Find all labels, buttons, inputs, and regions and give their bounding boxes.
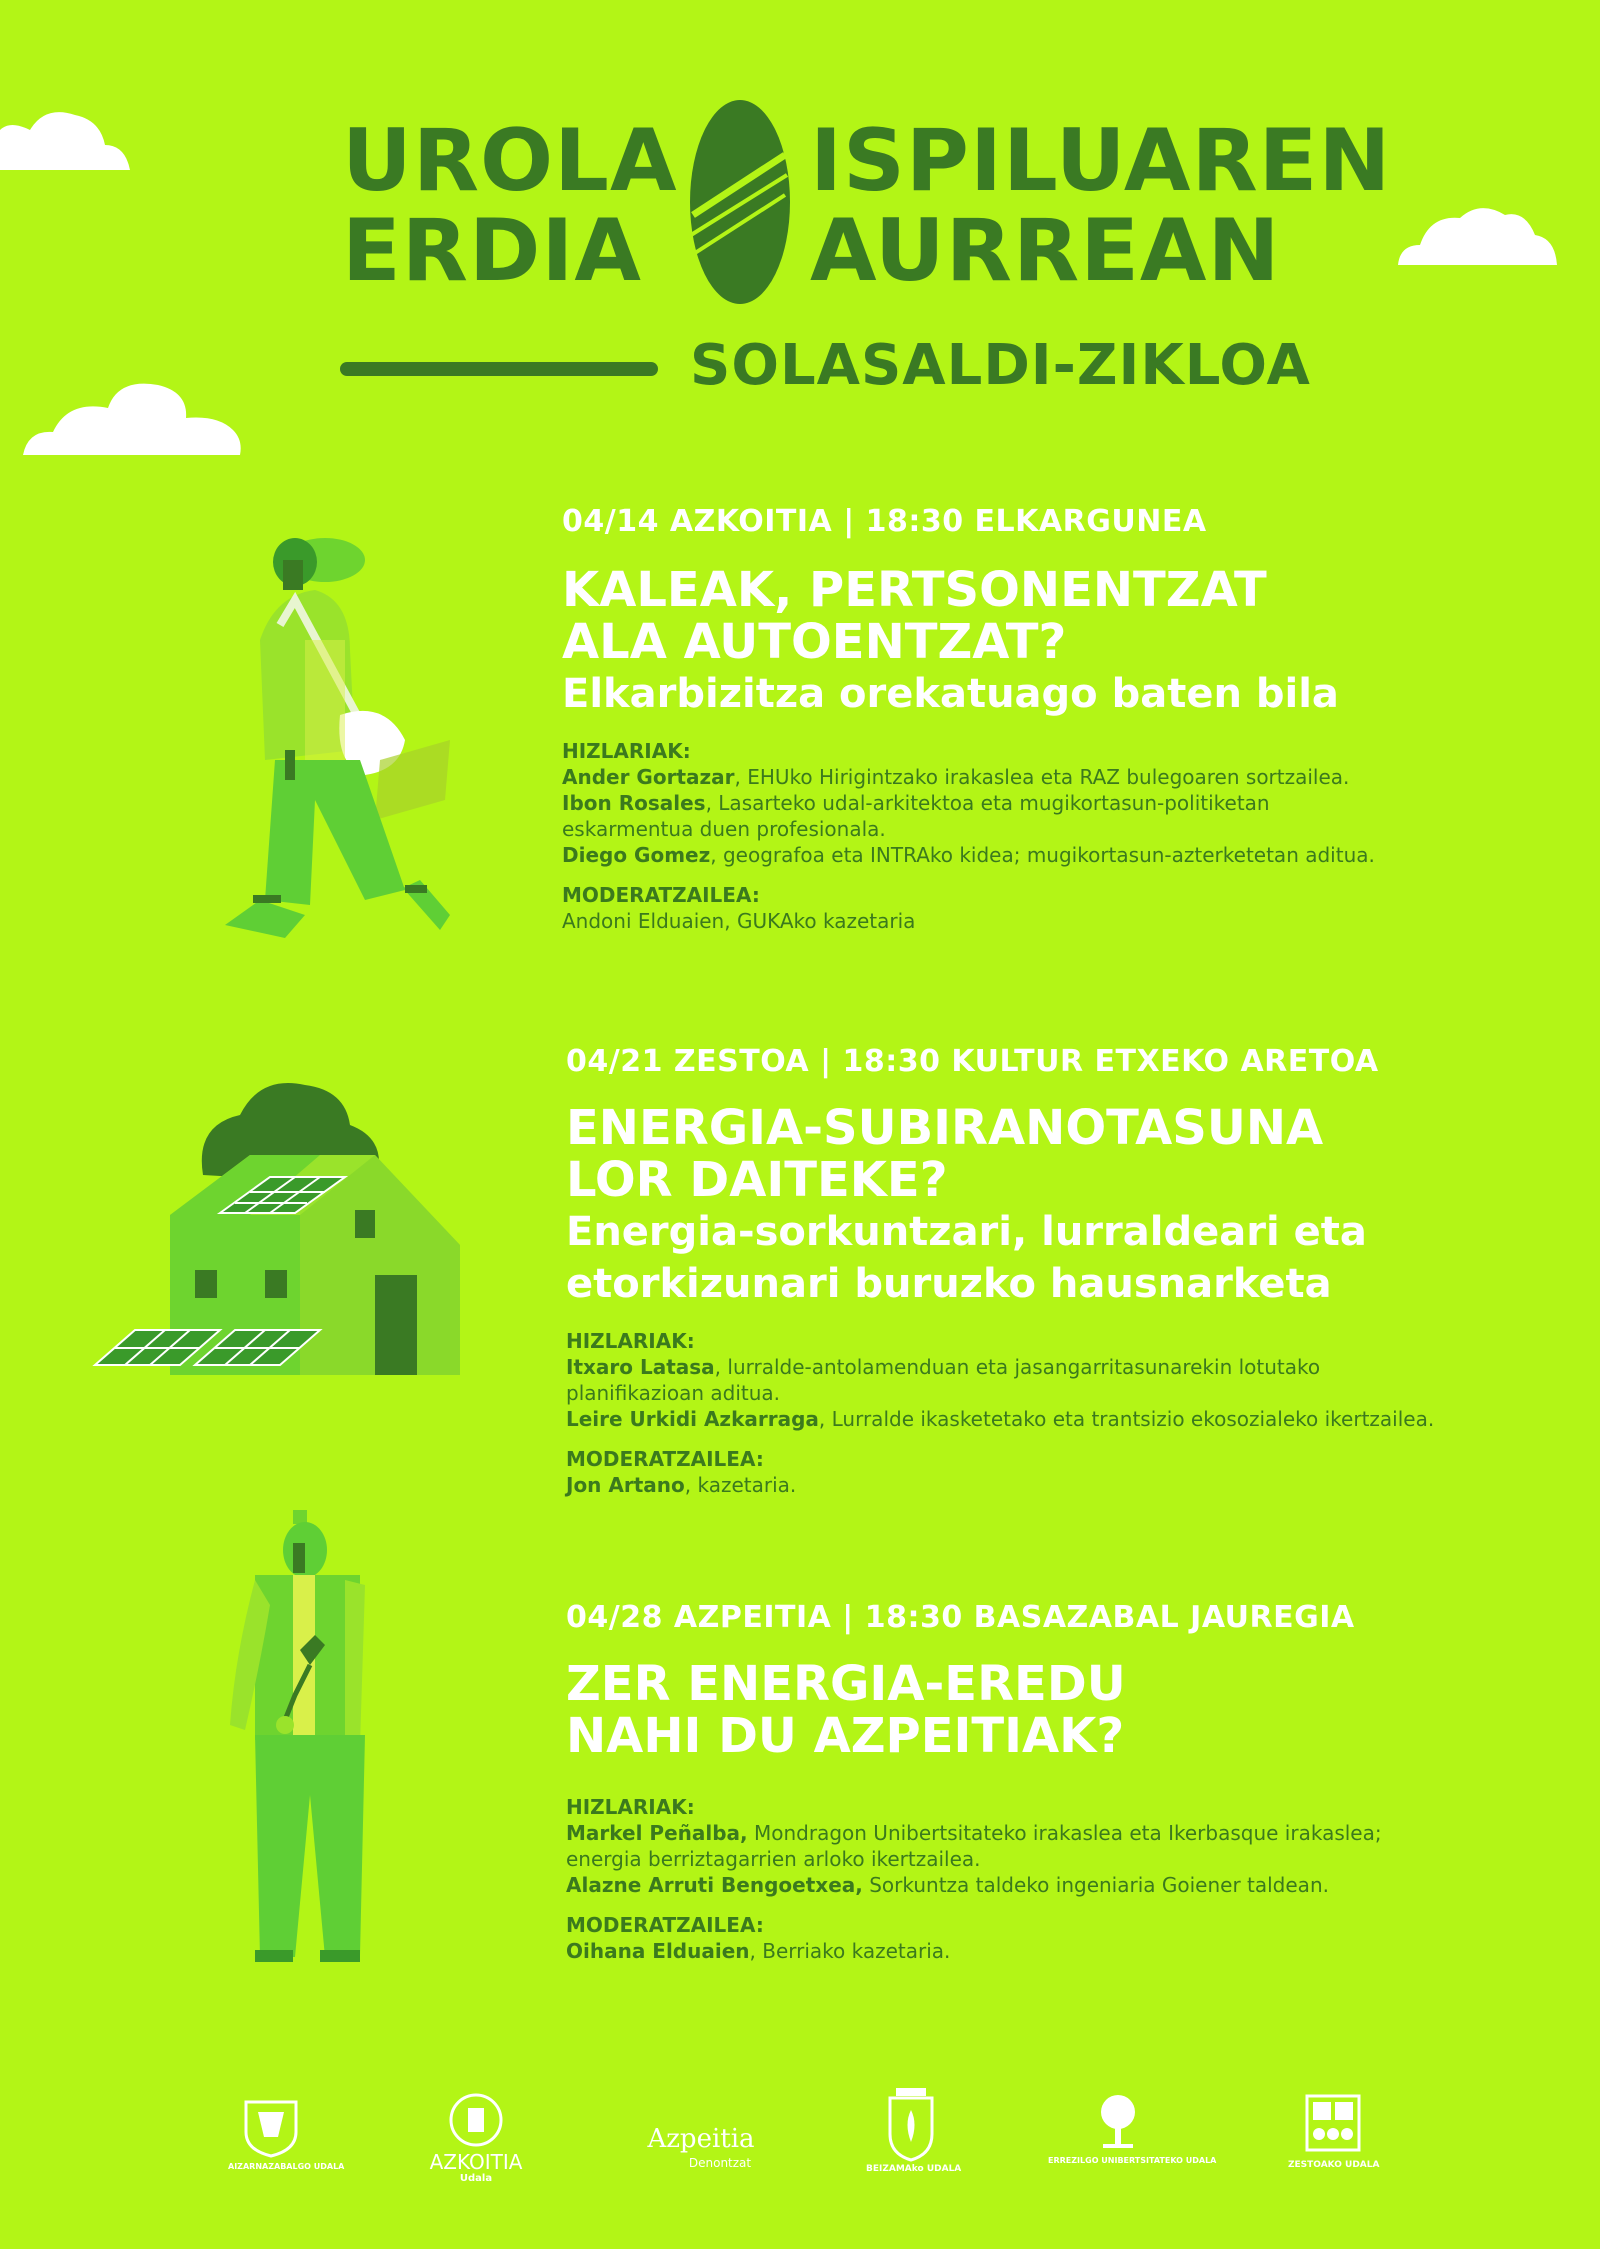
speaker-desc: planifikazioan aditua. <box>566 1381 781 1405</box>
event-3 <box>566 1600 1382 1964</box>
speakers-label: HIZLARIAK: <box>566 1795 695 1819</box>
speaker-desc: , Lasarteko udal-arkitektoa eta mugikortasun-politiketan <box>705 791 1270 815</box>
event-2-date-place: 04/21 ZESTOA | 18:30 KULTUR ETXEKO ARETOA <box>566 1044 1379 1079</box>
logo-beizama-label: BEIZAMAko UDALA <box>866 2164 962 2174</box>
event-1-date-place: 04/14 AZKOITIA | 18:30 ELKARGUNEA <box>562 504 1207 539</box>
event-3-title-line1: ZER ENERGIA-EREDU <box>566 1656 1126 1712</box>
cloud-top-left <box>0 60 135 175</box>
speaker-name: Diego Gomez <box>562 843 711 867</box>
speaker-line <box>566 1406 1434 1432</box>
moderator-line <box>566 1472 1434 1498</box>
event-2-details <box>566 1328 1434 1498</box>
moderator-desc: , kazetaria. <box>684 1473 797 1497</box>
event-1-subtitle: Elkarbizitza orekatuago baten bila <box>562 671 1339 717</box>
speaker-desc: , EHUko Hirigintzako irakaslea eta RAZ bulegoaren sortzailea. <box>734 765 1350 789</box>
moderator-line <box>566 1938 1382 1964</box>
event-2-title-line1: ENERGIA-SUBIRANOTASUNA <box>566 1100 1324 1156</box>
speaker-line <box>562 842 1375 868</box>
mirror-icon <box>685 95 795 310</box>
event-3-details <box>566 1794 1382 1964</box>
errezil-tree-icon <box>1095 2092 1141 2150</box>
azkoitia-crest-icon <box>448 2092 504 2148</box>
event-1-title-line2: ALA AUTOENTZAT? <box>562 614 1067 670</box>
logo-azkoitia-label: AZKOITIA <box>429 2150 523 2174</box>
event-1-title-line1: KALEAK, PERTSONENTZAT <box>562 562 1267 618</box>
speaker-line <box>566 1820 1382 1846</box>
speaker-desc: , geografoa eta INTRAko kidea; mugikortasun-azterketetan aditua. <box>710 843 1375 867</box>
title-right-line1: ISPILUAREN <box>810 111 1392 211</box>
cloud-right <box>1395 200 1560 270</box>
speaker-line <box>566 1354 1434 1380</box>
speaker-name: Alazne Arruti Bengoetxea, <box>566 1873 863 1897</box>
speaker-name: Ibon Rosales <box>562 791 706 815</box>
speakers-label: HIZLARIAK: <box>562 739 691 763</box>
logo-aizarnazabal-label: AIZARNAZABALGO UDALA <box>228 2162 345 2171</box>
speaker-desc: eskarmentua duen profesionala. <box>562 817 886 841</box>
speakers-label: HIZLARIAK: <box>566 1329 695 1353</box>
speaker-name: Markel Peñalba, <box>566 1821 748 1845</box>
logo-zestoa-label: ZESTOAKO UDALA <box>1288 2160 1380 2170</box>
moderator-name: Jon Artano <box>566 1473 685 1497</box>
speaker-desc: Mondragon Unibertsitateko irakaslea eta Ikerbasque irakaslea; <box>747 1821 1382 1845</box>
series-subtitle: SOLASALDI-ZIKLOA <box>690 333 1311 398</box>
speaker-line <box>562 790 1375 816</box>
title-left-line1: UROLA <box>342 111 678 211</box>
event-2 <box>566 1044 1434 1498</box>
logo-errezil-label: ERREZILGO UNIBERTSITATEKO UDALA <box>1048 2156 1217 2165</box>
event-2-subtitle-line1: Energia-sorkuntzari, lurraldeari eta <box>566 1209 1367 1255</box>
moderator-line: Andoni Elduaien, GUKAko kazetaria <box>562 909 916 933</box>
aizarnazabal-crest-icon <box>238 2092 304 2158</box>
event-3-title-line2: NAHI DU AZPEITIAK? <box>566 1708 1125 1764</box>
title-left-line2: ERDIA <box>342 201 642 301</box>
moderator-name: Oihana Elduaien <box>566 1939 750 1963</box>
moderator-desc: , Berriako kazetaria. <box>749 1939 951 1963</box>
event-2-subtitle-line2: etorkizunari buruzko hausnarketa <box>566 1261 1332 1307</box>
speaker-line <box>566 1380 1434 1406</box>
event-1-details <box>562 738 1375 934</box>
title-underline <box>340 362 658 376</box>
speaker-name: Itxaro Latasa <box>566 1355 715 1379</box>
zestoa-crest-icon <box>1303 2092 1363 2154</box>
moderator-label: MODERATZAILEA: <box>566 1447 764 1471</box>
person-with-plug-illustration <box>195 1505 375 1975</box>
event-2-title-line2: LOR DAITEKE? <box>566 1152 948 1208</box>
speaker-line <box>562 764 1375 790</box>
logo-azpeitia-label: Azpeitia <box>647 2124 755 2154</box>
moderator-label: MODERATZAILEA: <box>562 883 760 907</box>
speaker-desc: , lurralde-antolamenduan eta jasangarritasunarekin lotutako <box>714 1355 1321 1379</box>
title-right-line2: AURREAN <box>810 201 1281 301</box>
solar-house-illustration <box>85 1065 470 1385</box>
logo-azpeitia-sublabel: Denontzat <box>688 2156 752 2170</box>
beizama-crest-icon <box>880 2084 942 2162</box>
event-1 <box>562 504 1375 934</box>
speaker-name: Leire Urkidi Azkarraga <box>566 1407 819 1431</box>
speaker-name: Ander Gortazar <box>562 765 735 789</box>
logo-azkoitia-sublabel: Udala <box>459 2173 493 2184</box>
speaker-line <box>566 1846 1382 1872</box>
walking-person-illustration <box>165 520 465 950</box>
speaker-line <box>562 816 1375 842</box>
speaker-desc: energia berriztagarrien arloko ikertzailea. <box>566 1847 981 1871</box>
speaker-desc: , Lurralde ikasketetako eta trantsizio ekosozialeko ikertzailea. <box>818 1407 1435 1431</box>
moderator-label: MODERATZAILEA: <box>566 1913 764 1937</box>
event-3-date-place: 04/28 AZPEITIA | 18:30 BASAZABAL JAUREGIA <box>566 1600 1355 1635</box>
cloud-left <box>18 370 248 460</box>
speaker-desc: Sorkuntza taldeko ingeniaria Goiener taldean. <box>862 1873 1329 1897</box>
speaker-line <box>566 1872 1382 1898</box>
